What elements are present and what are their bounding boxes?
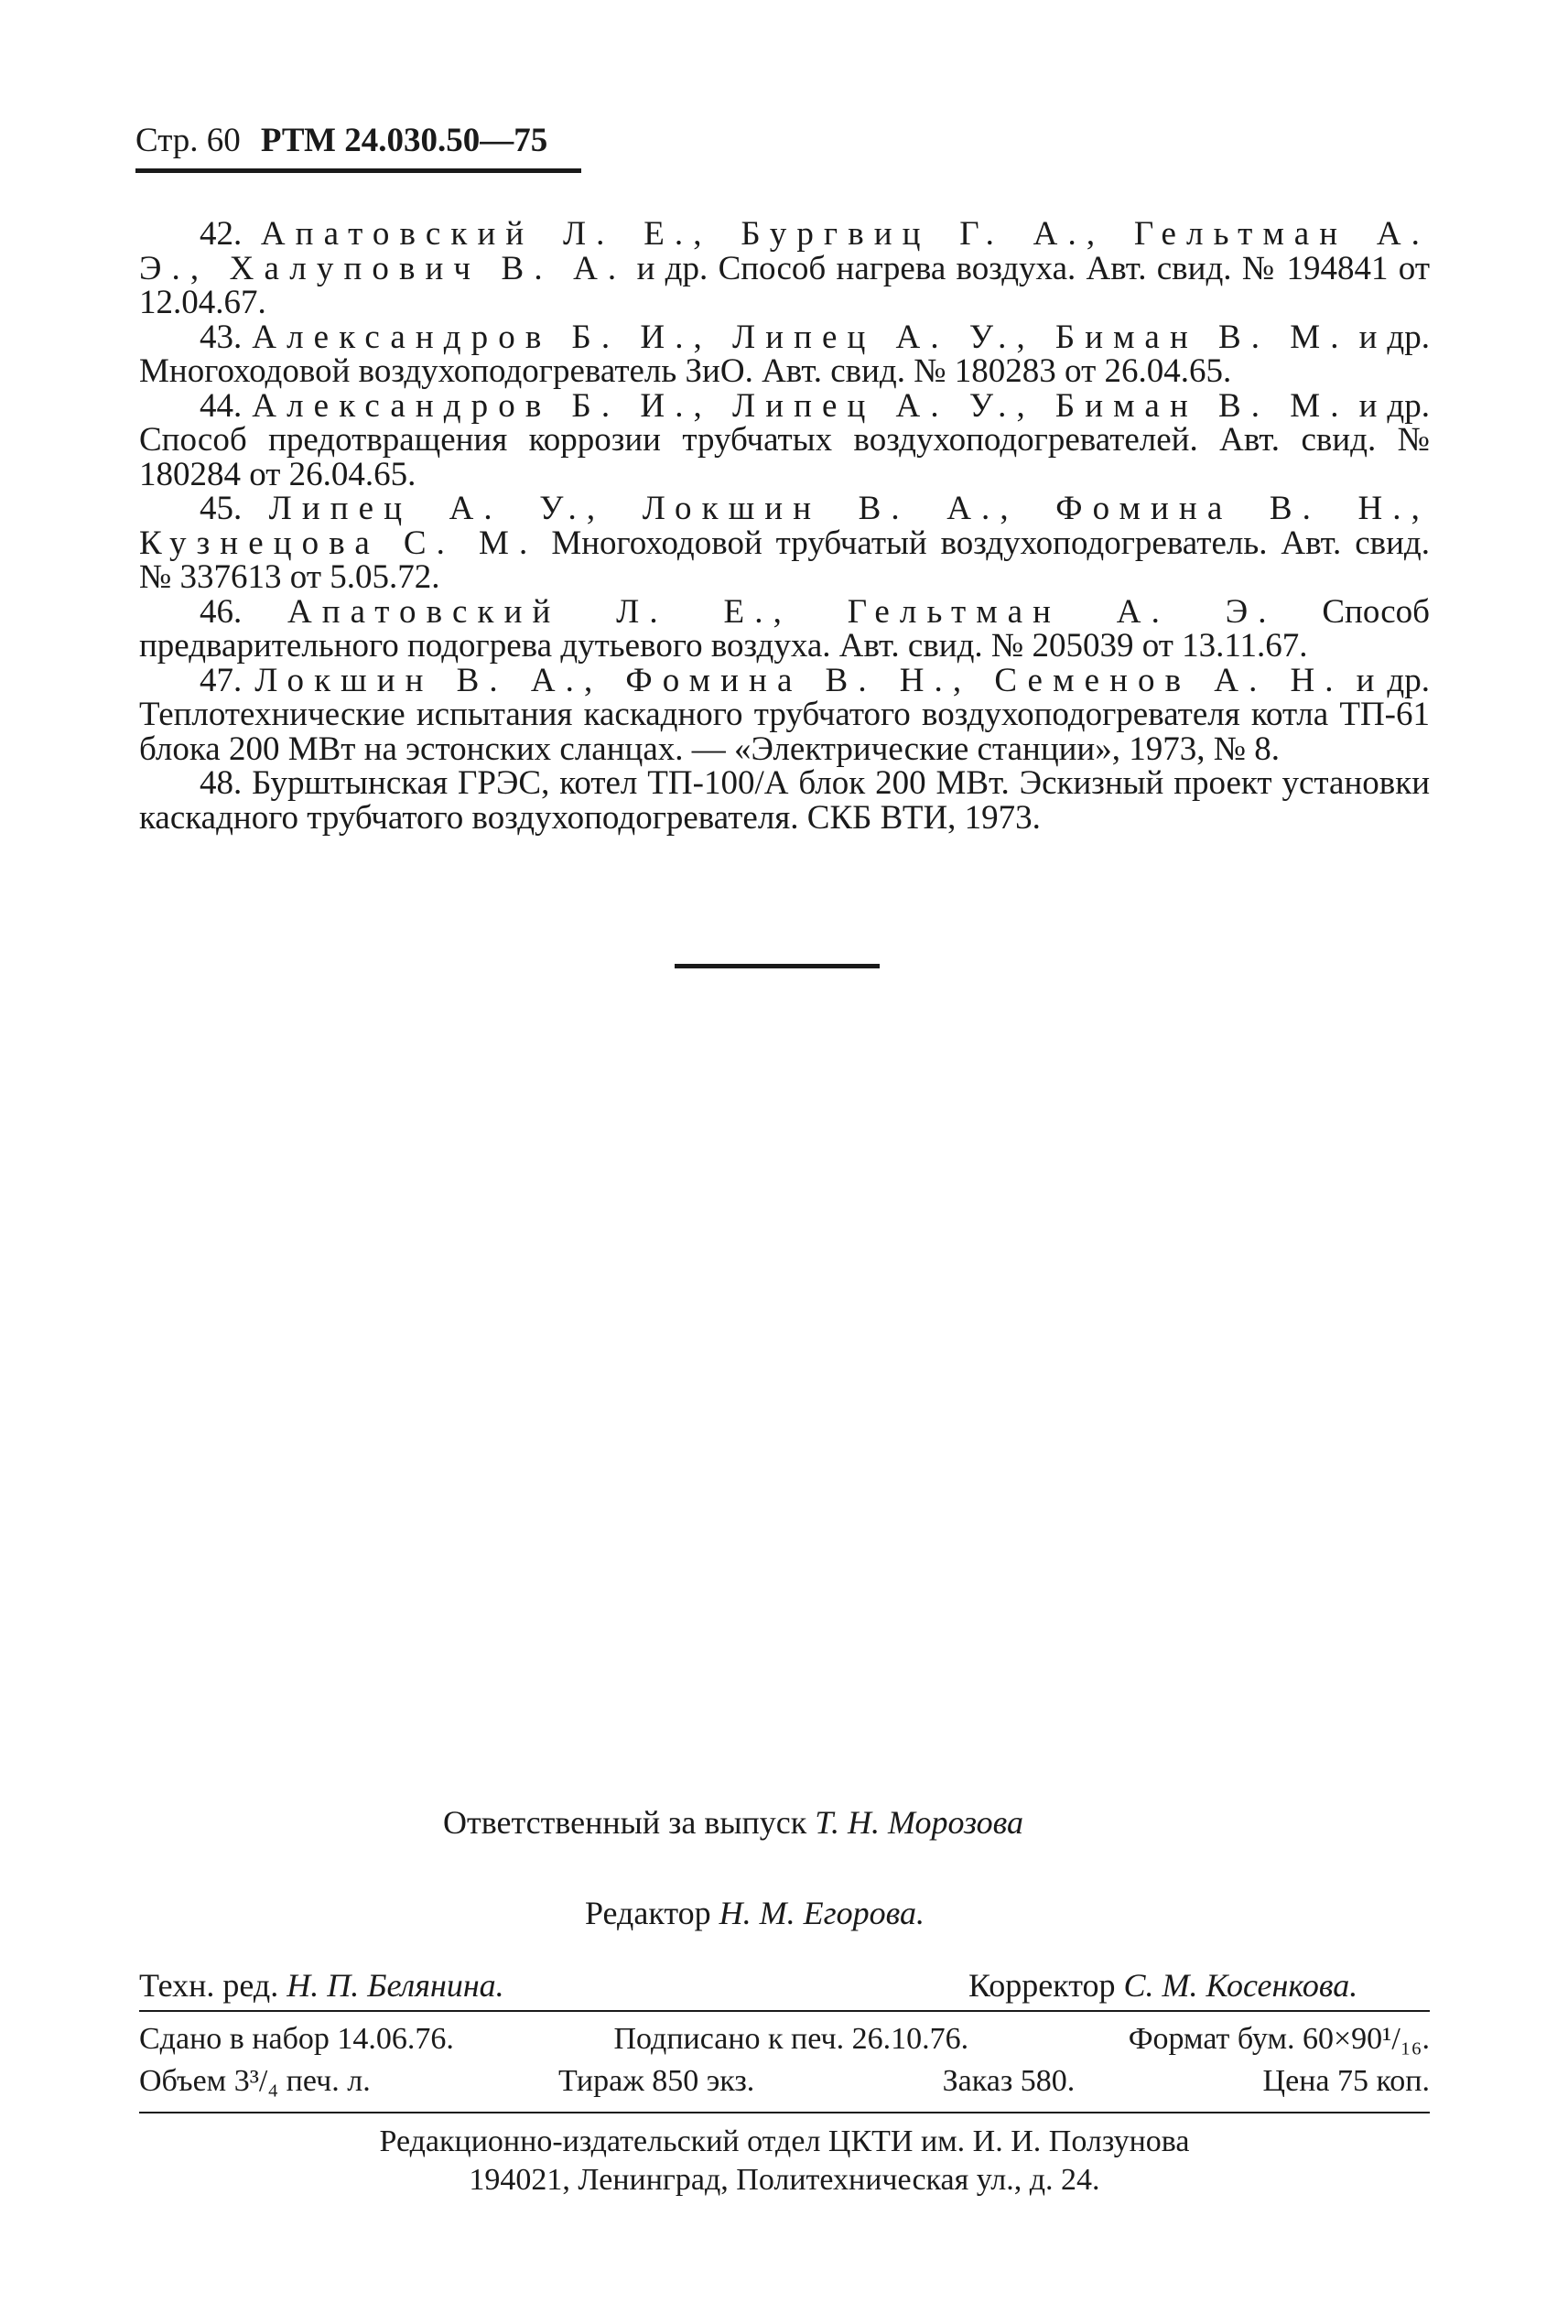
reference-list [139, 217, 1430, 835]
publisher-address: 194021, Ленинград, Политехническая ул., д. 24. [469, 2163, 1100, 2197]
reference-item [139, 592, 1430, 665]
reference-authors: Апатовский Л. Е., Гельтман А. Э. [287, 592, 1277, 631]
reference-text: Многоходовой трубчатый воздухоподогреватель. Авт. свид. № 337613 от 5.05.72. [139, 524, 1430, 596]
corrector-name: С. М. Косенкова. [1123, 1967, 1358, 2004]
publisher-name: Редакционно-издательский отдел ЦКТИ им. И. И. Ползунова [379, 2124, 1190, 2158]
reference-text: и др. Многоходовой воздухоподогреватель ЗиО. Авт. свид. № 180283 от 26.04.65. [139, 318, 1431, 390]
reference-item [139, 766, 1430, 835]
reference-item [139, 492, 1430, 595]
reference-item [139, 386, 1431, 493]
reference-number: 48. [200, 764, 243, 802]
reference-number: 45. [200, 490, 243, 527]
tech-editor-line [139, 1966, 504, 2005]
tech-editor-label: Техн. ред. [139, 1967, 279, 2004]
volume: Объем 3³/₄ печ. л. [139, 2064, 371, 2098]
reference-number: 42. [200, 215, 243, 253]
colophon-rule-bottom [139, 2112, 1430, 2113]
reference-authors: Локшин В. А., Фомина В. Н., Семенов А. Н. [254, 661, 1344, 699]
order-number: Заказ 580. [942, 2064, 1076, 2098]
corrector-line [968, 1966, 1357, 2005]
reference-number: 43. [200, 318, 243, 356]
reference-authors: Липец А. У., Локшин В. А., Фомина В. Н., Кузнецова С. М. [139, 490, 1431, 562]
corrector-label: Корректор [968, 1967, 1116, 2004]
reference-text: и др. Способ предотвращения коррозии трубчатых воздухоподогревателей. Авт. свид. № 180284 от 26.04.65. [139, 386, 1431, 493]
responsible-line [443, 1803, 1023, 1842]
tech-editor-name: Н. П. Белянина. [287, 1967, 504, 2004]
reference-number: 46. [200, 592, 243, 631]
reference-text: Способ предварительного подогрева дутьевого воздуха. Авт. свид. № 205039 от 13.11.67. [139, 592, 1430, 665]
reference-text: Бурштынская ГРЭС, котел ТП-100/А блок 200 МВт. Эскизный проект установки каскадного трубчатого воздухоподогревателя. СКБ ВТИ, 1973. [139, 764, 1431, 837]
price: Цена 75 коп. [1262, 2064, 1430, 2098]
signed-date: Подписано к печ. 26.10.76. [613, 2022, 969, 2056]
responsible-label: Ответственный за выпуск [443, 1804, 807, 1841]
reference-number: 47. [200, 661, 243, 699]
reference-authors: Александров Б. И., Липец А. У., Биман В. М. [252, 386, 1349, 425]
header-rule [135, 168, 581, 173]
print-details-row-2 [139, 2063, 1430, 2100]
print-run: Тираж 850 экз. [558, 2064, 755, 2098]
responsible-name: Т. Н. Морозова [815, 1804, 1023, 1841]
editor-line [585, 1894, 925, 1932]
reference-text: и др. Способ нагрева воздуха. Авт. свид. № 194841 от 12.04.67. [139, 249, 1430, 321]
reference-number: 44. [200, 386, 243, 425]
reference-item [139, 661, 1430, 768]
section-divider [675, 964, 880, 968]
reference-item [139, 320, 1430, 389]
page-number: Стр. 60 [135, 122, 241, 159]
colophon-rule-top [139, 2010, 1430, 2012]
typeset-date: Сдано в набор 14.06.76. [139, 2022, 454, 2056]
editor-name: Н. М. Егорова. [719, 1895, 925, 1931]
document-code: РТМ 24.030.50—75 [260, 122, 548, 159]
running-header [135, 121, 547, 161]
reference-authors: Александров Б. И., Липец А. У., Биман В. М. [252, 318, 1349, 356]
reference-text: и др. Теплотехнические испытания каскадного трубчатого воздухоподогревателя котла ТП-61 блока 200 МВт на эстонских сланцах. — «Электрические станции», 1973, № 8. [139, 661, 1430, 768]
editor-label: Редактор [585, 1895, 711, 1931]
reference-authors: Апатовский Л. Е., Бургвиц Г. А., Гельтман А. Э., Халупович В. А. [139, 215, 1431, 287]
print-details-row-1 [139, 2021, 1430, 2058]
reference-item [139, 217, 1430, 320]
paper-format: Формат бум. 60×90¹/₁₆. [1128, 2022, 1430, 2056]
